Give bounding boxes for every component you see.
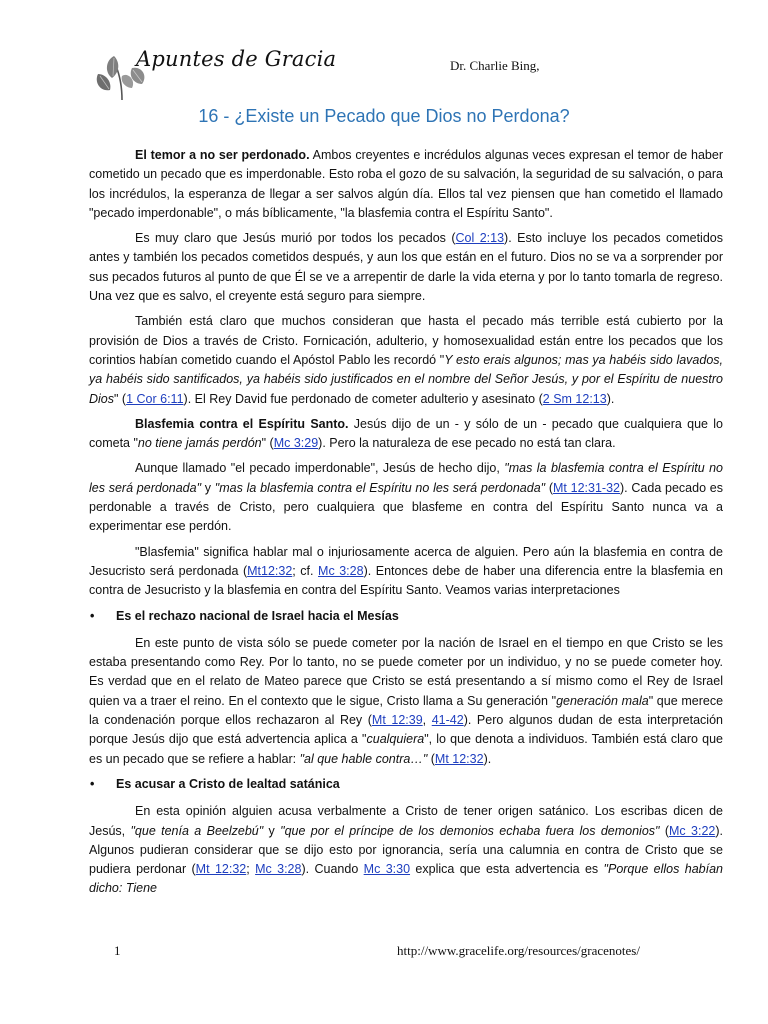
document-title: 16 - ¿Existe un Pecado que Dios no Perdona? (198, 106, 570, 126)
text: "Blasfemia" significa hablar mal o injuriosamente acerca de alguien. Pero aún la blasfemia en contra de Jesucristo será perdonada ( (89, 544, 723, 578)
text: En este punto de vista sólo se puede cometer por la nación de Israel en el tiempo en que Cristo se les estaba presentando como Rey. Por lo tanto, no se puede cometer por un individuo, y no se puede cometer hoy. Es verdad que en el relato de Mateo parece que Cristo se está presentando a sí mismo como el Rey de Israel quien va a traer el reino. En el contexto que le sigue, Cristo llama a Su generación " (89, 635, 723, 708)
text: También está claro que muchos consideran que hasta el pecado más terrible está cubierto por la provisión de Dios a través de Cristo. Fornicación, adulterio, y homosexualidad están entre los pecados que los corintios habían cometido cuando el Apóstol Pablo les recordó " (89, 314, 723, 367)
paragraph-4-lead: Blasfemia contra el Espíritu Santo. (135, 416, 349, 431)
quote: "que tenía a Beelzebú" (130, 823, 264, 838)
text: y (263, 823, 281, 838)
text: Jesús dijo de un - y sólo de un - pecado que cualquiera que lo cometa " (89, 416, 723, 451)
link-mt-12-31-32[interactable]: Mt 12:31-32 (553, 480, 620, 495)
text: Es muy claro que Jesús murió por todos los pecados ( (135, 231, 456, 246)
quote: no tiene jamás perdón (137, 436, 262, 451)
text: ). Pero la naturaleza de ese pecado no está tan clara. (318, 436, 616, 451)
link-mc-3-29[interactable]: Mc 3:29 (273, 436, 319, 451)
text: y (201, 480, 215, 495)
paragraph-1 (89, 146, 723, 223)
link-mt-12-32[interactable]: Mt12:32 (247, 563, 293, 578)
text: En esta opinión alguien acusa verbalmente a Cristo de tener origen satánico. Los escribas dicen de Jesús, (89, 804, 723, 838)
text: ). Algunos pudieran considerar que se dijo esto por ignorancia, sería una calumnia en contra de Cristo que se pudiera perdonar ( (89, 823, 723, 877)
text: ). El Rey David fue perdonado de cometer adulterio y asesinato ( (183, 391, 543, 406)
text: explica que esta advertencia es (410, 862, 604, 877)
quote: "al que hable contra…" (299, 751, 428, 766)
bullet-heading-1 (89, 607, 723, 626)
text: ). Pero algunos dudan de esta interpretación porque Jesús dijo que está advertencia aplica a " (89, 713, 723, 747)
page-header (92, 38, 692, 100)
quote: Y esto erais algunos; mas ya habéis sido lavados, ya habéis sido santificados, ya habéis sido justificados en el nombre del Señor Jesús, y por el Espíritu de nuestro Dios (89, 352, 723, 406)
text: " que merece la condenación porque ellos rechazaron al Rey ( (89, 693, 724, 728)
link-2-sm-12-13[interactable]: 2 Sm 12:13 (542, 391, 607, 406)
paragraph-4 (89, 415, 723, 454)
bullet-icon: • (90, 776, 95, 791)
text: ). Entonces debe de haber una diferencia entre la blasfemia en contra de Jesucristo y la blasfemia en contra del Espíritu Santo. Veamos varias interpretaciones (89, 563, 723, 598)
quote: "mas la blasfemia contra el Espíritu no les será perdonada" (214, 480, 546, 495)
paragraph-2 (89, 229, 723, 306)
paragraph-8 (89, 802, 723, 898)
quote: "Porque ellos habían dicho: Tiene (89, 862, 723, 896)
bullet-icon: • (90, 608, 95, 623)
link-1-cor-6-11[interactable]: 1 Cor 6:11 (126, 391, 184, 406)
text: ). Cuando (301, 862, 364, 877)
text: ( (545, 480, 554, 495)
text: ). Cada pecado es perdonable a través de Cristo, pero cualquiera que blasfeme en contra del Espíritu Santo nunca va a experimentar ese perdón. (89, 480, 723, 534)
paragraph-7 (89, 634, 723, 769)
link-mc-3-28[interactable]: Mc 3:28 (255, 862, 302, 877)
link-mt-12-32[interactable]: Mt 12:32 (195, 862, 247, 877)
paragraph-1-lead: El temor a no ser perdonado. (135, 148, 310, 162)
quote: "mas la blasfemia contra el Espíritu no les será perdonada" (89, 461, 723, 495)
bullet-heading-2 (89, 775, 723, 794)
link-mc-3-30[interactable]: Mc 3:30 (363, 862, 411, 877)
text: ). (606, 391, 615, 406)
text: ; (246, 862, 256, 877)
bullet-heading-text: Es acusar a Cristo de lealtad satánica (116, 776, 340, 791)
page-number: 1 (114, 943, 121, 958)
link-41-42[interactable]: 41-42 (431, 713, 464, 728)
text: " ( (114, 391, 127, 406)
text: ; cf. (292, 563, 319, 578)
bullet-heading-text: Es el rechazo nacional de Israel hacia el Mesías (116, 608, 399, 623)
text: , (422, 713, 432, 728)
text: ). Esto incluye los pecados cometidos antes y también los pecados cometidos después, y aun los que están en el futuro. Dios no se va a sorprender por sus pecados futuros al punto de que Él se ve a arrepentir de darle la vida eterna y por lo tanto tomarla de regreso. Una vez que es salvo, el creyente está seguro para siempre. (89, 231, 723, 304)
text: ", lo que denota a individuos. También está claro que es un pecado que se refiere a hablar: (89, 732, 723, 766)
text: ( (659, 823, 669, 838)
quote: cualquiera (366, 732, 425, 747)
paragraph-5 (89, 459, 723, 536)
text: Aunque llamado "el pecado imperdonable", Jesús de hecho dijo, (135, 461, 505, 476)
text: ( (427, 751, 435, 766)
quote: "que por el príncipe de los demonios echaba fuera los demonios" (280, 823, 660, 838)
paragraph-1-text: Ambos creyentes e incrédulos algunas veces expresan el temor de haber cometido un pecado que es imperdonable. Esto roba el gozo de su salvación, la seguridad de su salvación, o para los incrédulos, la esperanza de llegar a ser salvos algún día. Ellos tal vez piensen que han cometido el llamado "pecado imperdonable", o más bíblicamente, "la blasfemia contra el Espíritu Santo". (89, 148, 723, 220)
link-mc-3-22[interactable]: Mc 3:22 (669, 823, 716, 838)
link-mt-12-32[interactable]: Mt 12:32 (434, 751, 484, 766)
link-mt-12-39[interactable]: Mt 12:39 (371, 713, 423, 728)
paragraph-6 (89, 543, 723, 601)
link-mc-3-28[interactable]: Mc 3:28 (318, 563, 364, 578)
text: ). (483, 751, 492, 766)
brand-name: Apuntes de Gracia (136, 47, 337, 71)
footer-url: http://www.gracelife.org/resources/gracenotes/ (397, 943, 640, 958)
document-body (89, 146, 723, 905)
link-col-2-13[interactable]: Col 2:13 (455, 231, 505, 246)
author-name: Dr. Charlie Bing, (450, 58, 540, 73)
text: " ( (261, 436, 274, 451)
quote: generación mala (556, 693, 649, 708)
paragraph-3 (89, 312, 723, 408)
